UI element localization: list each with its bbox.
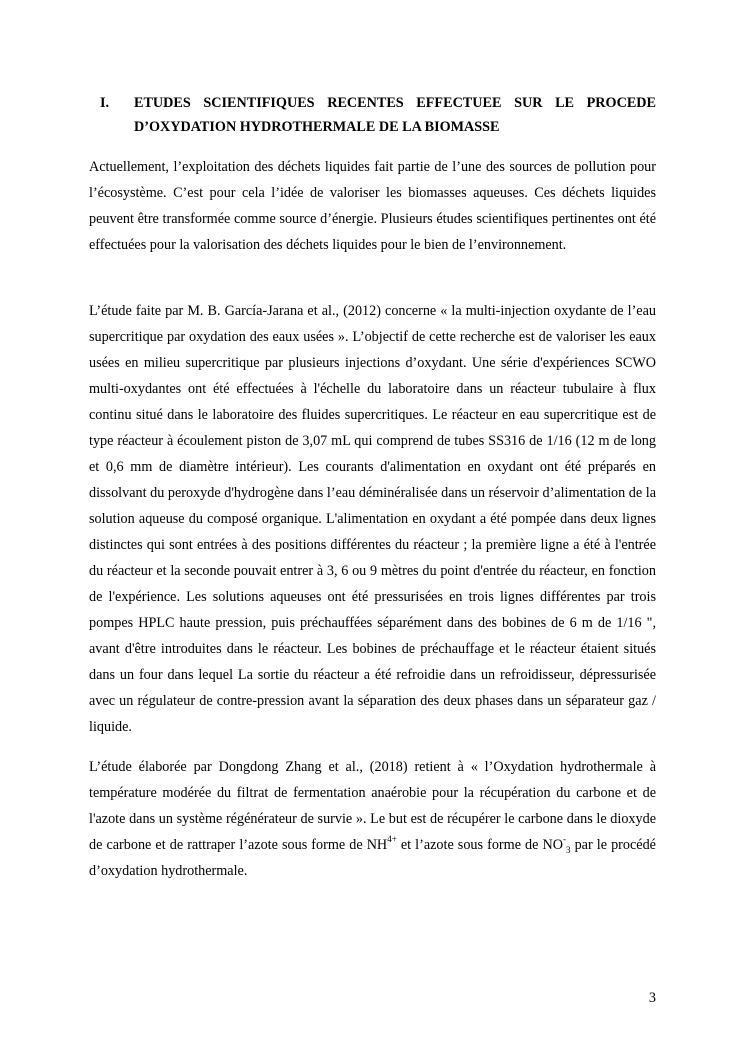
ammonium-superscript: 4+ [387, 834, 397, 845]
paragraph-zhang-end-text: par le procédé d’oxydation hydrothermale. [89, 837, 656, 879]
paragraph-garcia-jarana-study: L’étude faite par M. B. García-Jarana et al., (2012) concerne « la multi-injection oxydante de l’eau supercritique par oxydation des eaux usées ». L’objectif de cette recherche est de valoriser les eaux usées en milieu supercritique par plusieurs injections d’oxydant. Une série d'expériences SCWO multi-oxydantes ont été effectuées à l'échelle du laboratoire dans un réacteur tubulaire à flux continu situé dans le laboratoire des fluides supercritiques. Le réacteur en eau supercritique est de type réacteur à écoulement piston de 3,07 mL qui comprend de tubes SS316 de 1/16 (12 m de long et 0,6 mm de diamètre intérieur). Les courants d'alimentation en oxydant ont été préparés en dissolvant du peroxyde d'hydrogène dans l’eau déminéralisée dans un réservoir d’alimentation de la solution aqueuse du composé organique. L'alimentation en oxydant a été pompée dans deux lignes distinctes qui sont entrées à des positions différentes du réacteur ; la première ligne a été à l'entrée du réacteur et la seconde pouvait entrer à 3, 6 ou 9 mètres du point d'entrée du réacteur, en fonction de l'expérience. Les solutions aqueuses ont été pressurisées en trois lignes différentes par trois pompes HPLC haute pression, puis préchauffées séparément dans des bobines de 6 m de 1/16 ", avant d'être introduites dans le réacteur. Les bobines de préchauffage et le réacteur étaient situés dans un four dans lequel La sortie du réacteur a été refroidie dans un refroidisseur, dépressurisée avec un régulateur de contre-pression avant la séparation des deux phases dans un séparateur gaz / liquide. [89, 303, 656, 735]
section-title: ETUDES SCIENTIFIQUES RECENTES EFFECTUEE SUR LE PROCEDE D’OXYDATION HYDROTHERMALE DE LA BIOMASSE [134, 95, 656, 135]
nitrate-superscript: - [563, 834, 567, 845]
section-heading [100, 91, 656, 139]
paragraph-zhang-mid-text: et l’azote sous forme de NO [396, 837, 564, 853]
section-number: I. [100, 95, 110, 111]
page-number: 3 [648, 990, 656, 1006]
paragraph-introduction: Actuellement, l’exploitation des déchets liquides fait partie de l’une des sources de pollution pour l’écosystème. C’est pour cela l’idée de valoriser les biomasses aqueuses. Ces déchets liquides peuvent être transformée comme source d’énergie. Plusieurs études scientifiques pertinentes ont été effectuées pour la valorisation des déchets liquides pour le bien de l’environnement. [89, 159, 656, 253]
nitrate-subscript: 3 [566, 844, 571, 855]
paragraph-zhang-main-text: L’étude élaborée par Dongdong Zhang et al., (2018) retient à « l’Oxydation hydrothermale à température modérée du filtrat de fermentation anaérobie pour la récupération du carbone et de l'azote dans un système régénérateur de survie ». Le but est de récupérer le carbone dans le dioxyde de carbone et de rattraper l’azote sous forme de NH [89, 759, 656, 853]
paragraph-zhang-study [89, 754, 656, 884]
